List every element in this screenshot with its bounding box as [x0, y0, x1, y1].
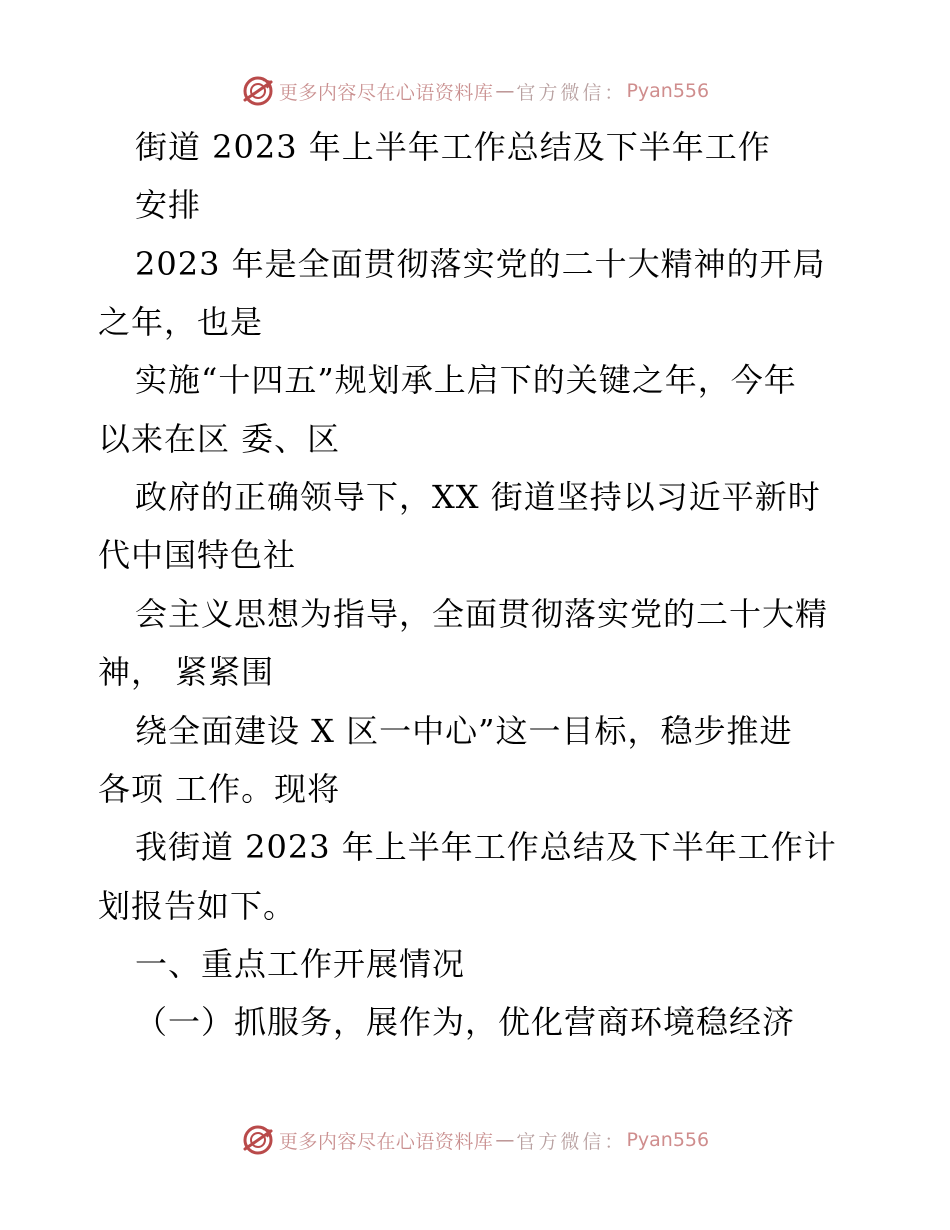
subsection-heading: （一）抓服务，展作为，优化营商环境稳经济	[135, 1003, 796, 1041]
document-title-line-1: 街道 2023 年上半年工作总结及下半年工作	[135, 128, 771, 166]
paragraph-line: 各项 工作。现将	[98, 770, 341, 808]
watermark-wechat-id: Pyan556	[626, 1129, 710, 1151]
watermark-wechat-id: Pyan556	[626, 80, 710, 102]
paragraph-line: 以来在区 委、区	[98, 420, 341, 458]
header-watermark	[0, 71, 950, 111]
paragraph-line: 划报告如下。	[98, 887, 297, 925]
paragraph-line: 2023 年是全面贯彻落实党的二十大精神的开局	[135, 245, 826, 283]
watermark-separator: —	[495, 1129, 515, 1151]
watermark-suffix: 官方微信：	[516, 1130, 627, 1153]
paragraph-line: 绕全面建设 X 区一中心”这一目标，稳步推进	[135, 712, 793, 750]
footer-watermark	[0, 1120, 950, 1160]
seal-logo-icon	[241, 74, 275, 108]
section-heading: 一、重点工作开展情况	[135, 945, 466, 983]
paragraph-line: 我街道 2023 年上半年工作总结及下半年工作计	[135, 828, 837, 866]
paragraph-line: 会主义思想为指导，全面贯彻落实党的二十大精	[135, 595, 829, 633]
watermark-brand: 更多内容尽在心语资料库	[278, 1130, 494, 1153]
paragraph-line: 代中国特色社	[98, 536, 297, 574]
paragraph-line: 之年，也是	[98, 303, 264, 341]
watermark-suffix: 官方微信：	[516, 81, 627, 104]
paragraph-line: 实施“十四五”规划承上启下的关键之年，今年	[135, 361, 797, 399]
seal-logo-icon	[241, 1123, 275, 1157]
watermark-separator: —	[495, 80, 515, 102]
document-title-line-2: 安排	[135, 186, 202, 224]
paragraph-line: 神， 紧紧围	[98, 653, 275, 691]
watermark-brand: 更多内容尽在心语资料库	[278, 81, 494, 104]
paragraph-line: 政府的正确领导下，XX 街道坚持以习近平新时	[135, 478, 821, 516]
